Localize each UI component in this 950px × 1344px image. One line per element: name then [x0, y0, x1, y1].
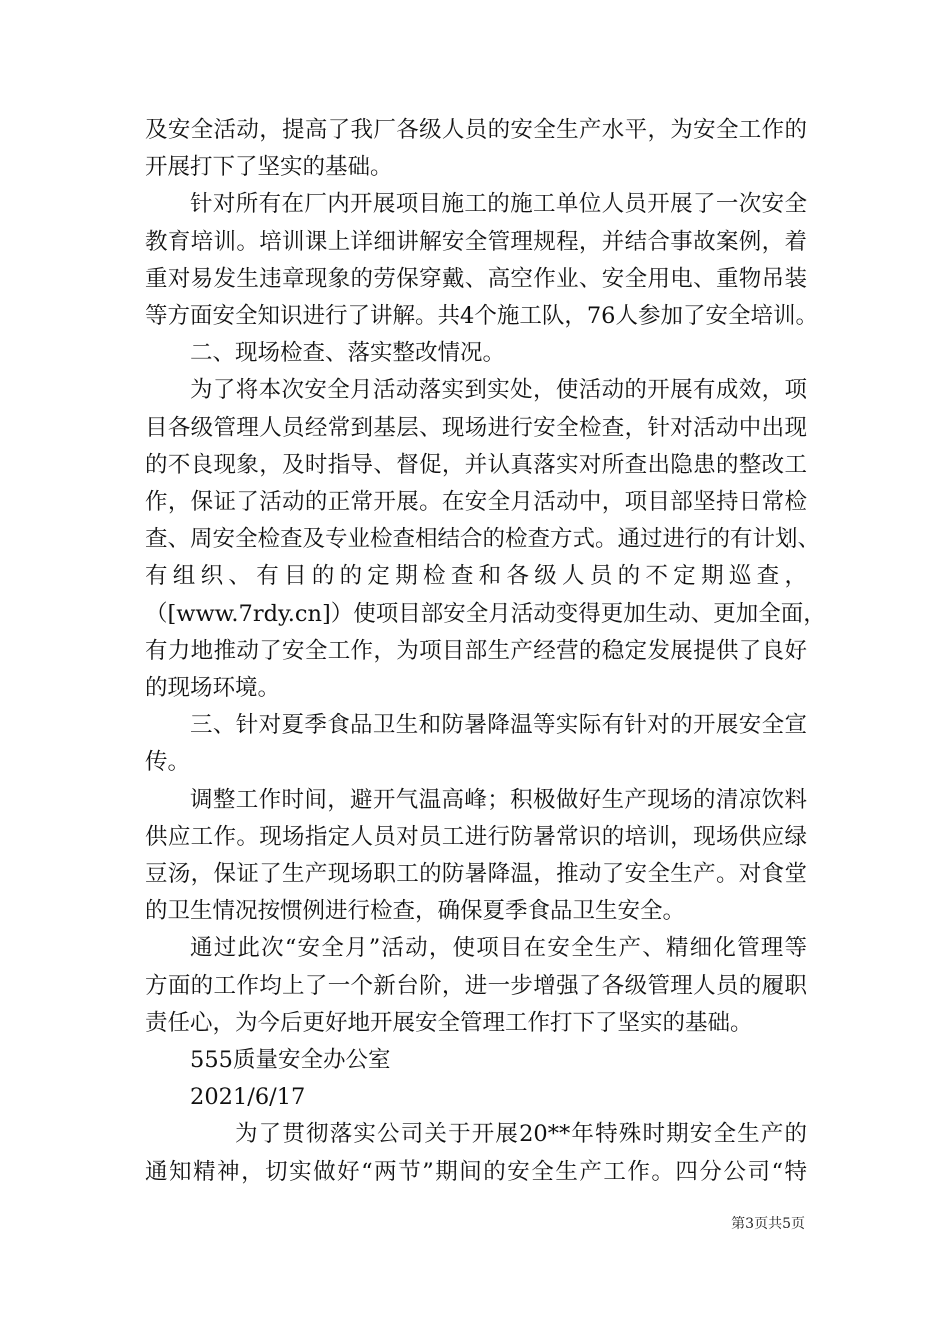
- text-line: 豆汤，保证了生产现场职工的防暑降温，推动了安全生产。对食堂: [145, 861, 807, 887]
- text-line: 查、周安全检查及专业检查相结合的检查方式。通过进行的有计划、: [145, 526, 821, 553]
- text-line: 为了贯彻落实公司关于开展20**年特殊时期安全生产的: [235, 1121, 807, 1148]
- text-line: 开展打下了坚实的基础。: [145, 154, 393, 181]
- text-line: 有组织、有目的的定期检查和各级人员的不定期巡查，: [145, 563, 807, 590]
- text-line: 2021/6/17: [190, 1084, 306, 1111]
- text-line: 通知精神，切实做好“两节”期间的安全生产工作。四分公司“特: [145, 1158, 807, 1185]
- text-line: 二、现场检查、落实整改情况。: [190, 340, 506, 367]
- text-line: 针对所有在厂内开展项目施工的施工单位人员开展了一次安全: [190, 191, 807, 218]
- page-number-footer: 第3页共5页: [731, 1216, 805, 1232]
- text-line: （[www.7rdy.cn]）使项目部安全月活动变得更加生动、更加全面，: [145, 600, 826, 627]
- text-line: 调整工作时间，避开气温高峰；积极做好生产现场的清凉饮料: [190, 786, 807, 813]
- text-line: 555质量安全办公室: [190, 1047, 391, 1073]
- text-line: 有力地推动了安全工作，为项目部生产经营的稳定发展提供了良好: [145, 637, 807, 664]
- text-line: 供应工作。现场指定人员对员工进行防暑常识的培训，现场供应绿: [145, 823, 807, 850]
- text-line: 责任心，为今后更好地开展安全管理工作打下了坚实的基础。: [145, 1009, 753, 1036]
- text-line: 三、针对夏季食品卫生和防暑降温等实际有针对的开展安全宣: [190, 712, 807, 739]
- text-line: 通过此次“安全月”活动，使项目在安全生产、精细化管理等: [190, 935, 807, 962]
- text-line: 的现场环境。: [145, 675, 281, 701]
- text-line: 重对易发生违章现象的劳保穿戴、高空作业、安全用电、重物吊装: [145, 265, 807, 292]
- text-line: 教育培训。培训课上详细讲解安全管理规程，并结合事故案例，着: [145, 228, 807, 255]
- text-line: 作，保证了活动的正常开展。在安全月活动中，项目部坚持日常检: [145, 489, 807, 515]
- text-line: 及安全活动，提高了我厂各级人员的安全生产水平，为安全工作的: [145, 117, 807, 143]
- text-line: 等方面安全知识进行了讲解。共4个施工队，76人参加了安全培训。: [145, 303, 818, 329]
- text-line: 方面的工作均上了一个新台阶，进一步增强了各级管理人员的履职: [145, 972, 807, 999]
- text-line: 的卫生情况按惯例进行检查，确保夏季食品卫生安全。: [145, 898, 686, 925]
- text-line: 的不良现象，及时指导、督促，并认真落实对所查出隐患的整改工: [145, 451, 807, 478]
- text-line: 为了将本次安全月活动落实到实处，使活动的开展有成效，项: [190, 377, 807, 404]
- text-line: 目各级管理人员经常到基层、现场进行安全检查，针对活动中出现: [145, 414, 807, 441]
- text-line: 传。: [145, 749, 191, 776]
